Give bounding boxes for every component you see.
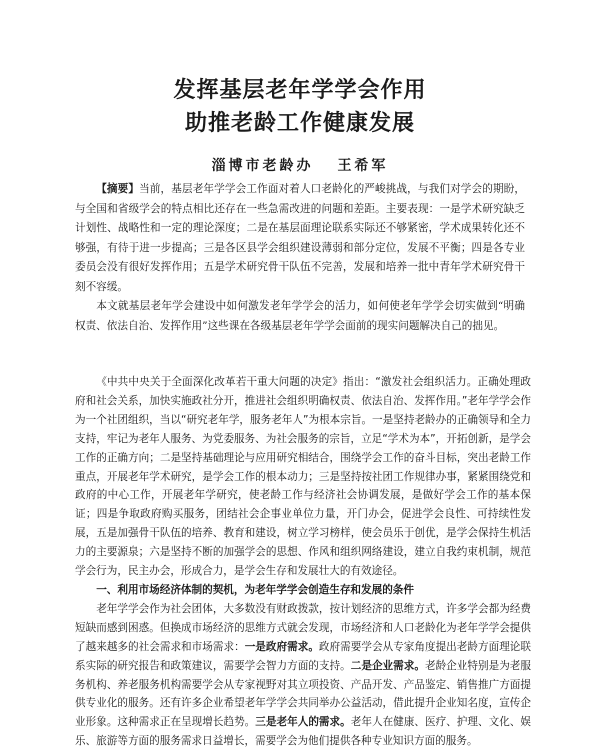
abstract-text-1: 当前，基层老年学学会工作面对着人口老龄化的严峻挑战，与我们对学会的期盼，与全国和省级学会的特点相比还存在一些急需改进的问题和差距。主要表现：一是学术研究缺乏计划性、战略性和一定的理论深度；二是在基层面理论联系实际还不够紧密，学术成果转化还不够强，有待于进一步提高；三是各区县学会组织建设薄弱和部分定位，发展不平衡；四是各专业委员会没有很好发挥作用；五是学术研究骨干队伍不完善，发展和培养一批中青年学术研究骨干刻不容缓。 [75,183,526,293]
p2-elderly-need: 三是老年人的需求。 [255,716,351,729]
p2-intro: 老年学学会作为社会团体，大多数没有财政拨款，按计划经济的思维方式，许多学会都为经费短缺而感到困惑。但换成市场经济的思维方式就会发现，市场经济和人口老龄化为老年学学会提供了越来越多的社会需求和市场需求： [75,602,531,653]
section-heading-1: 一、利用市场经济体制的契机，为老年学学会创造生存和发展的条件 [96,583,414,596]
p2-enterprise-text: 老龄企业特别是为老服务机构、养老服务机构需要学会从专家视野对其立项投资、产品开发、产品鉴定、销售推广方面提供专业化的服务。还有许多企业希望老年学学会共同举办公益活动，借此提升企业知名度，宣传企业形象。这种需求正在呈现增长趋势。 [75,659,532,729]
p2-enterprise-need: 二是企业需求。 [350,659,425,672]
body-text [75,373,531,751]
author-organization: 淄博市老龄办 [211,158,314,174]
body-paragraph-2 [75,600,531,751]
abstract [75,180,525,336]
p2-government-text: 政府需要学会从专家角度提出老龄方面理论联系实际的研究报告和政策建议，需要学会智力方面的支持。 [75,640,532,672]
abstract-paragraph-1 [75,180,525,297]
title-line-1: 发挥基层老年学学会作用 [173,77,427,103]
body-paragraph-1: 《中共中央关于全面深化改革若干重大问题的决定》指出：“激发社会组织活力。正确处理政府和社会关系，加快实施政社分开，推进社会组织明确权责、依法自治、发挥作用。”老年学学会作为一个社团组织，当以“研究老年学，服务老年人”为根本宗旨。一是坚持老龄办的正确领导和全力支持，牢记为老年人服务、为党委服务、为社会服务的宗旨，立足“学术为本”，开拓创新，是学会工作的正确方向；二是坚持基础理论与应用研究相结合，围绕学会工作的奋斗目标，突出老龄工作重点，开展老年学术研究，是学会工作的根本动力；三是坚持按社团工作规律办事，紧紧围绕党和政府的中心工作，开展老年学研究，使老龄工作与经济社会协调发展，是做好学会工作的基本保证；四是争取政府购买服务，团结社会企事业单位力量，开门办会，促进学会良性、可持续性发展，五是加强骨干队伍的培养、教育和建设，树立学习榜样，使会员乐于创优，是学会保持生机活力的主要源泉；六是坚持不断的加强学会的思想、作风和组织网络建设，建立自我约束机制，规范学会行为，民主办会，形成合力，是学会生存和发展壮大的有效途径。 [75,376,531,578]
p2-government-need: 一是政府需求。 [244,640,319,653]
abstract-paragraph-2: 本文就基层老年学会建设中如何激发老年学学会的活力，如何使老年学学会切实做到“明确权责、依法自治、发挥作用”这些课在各级基层老年学学会面前的现实问题解决自己的拙见。 [75,300,525,332]
abstract-label: 【摘要】 [96,183,140,195]
author-name: 王希军 [337,158,389,174]
title-line-2: 助推老龄工作健康发展 [184,110,415,136]
author-line [0,155,600,175]
p2-elderly-text: 老年人在健康、医疗、护理、文化、娱乐、旅游等方面的服务需求日益增长，需要学会为他们提供各种专业知识方面的服务。 [75,716,532,748]
